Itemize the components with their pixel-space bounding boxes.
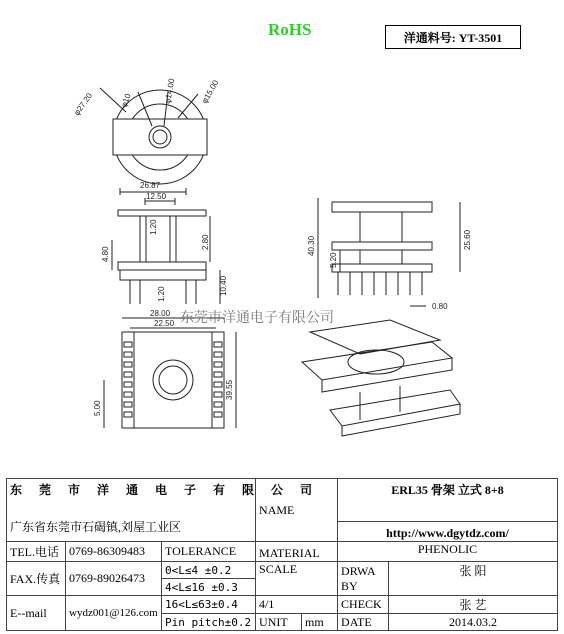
scale-value: 4/1: [256, 596, 338, 614]
bottom-view: [93, 309, 236, 428]
dim-h520: 5.20: [329, 252, 338, 268]
website-url: http://www.dgytdz.com/: [338, 522, 558, 542]
technical-drawing: [60, 70, 510, 445]
material-label: MATERIAL: [256, 542, 338, 562]
dim-h480: 4.80: [101, 246, 110, 262]
tolerance-label: TOLERANCE: [162, 542, 256, 562]
scale-label: SCALE: [256, 562, 338, 596]
part-number-box: 洋通料号: YT-3501: [385, 25, 521, 49]
checked-by: 张 艺: [389, 596, 558, 614]
fax-value: 0769-89026473: [66, 562, 162, 596]
dim-d27: φ27.20: [72, 91, 95, 118]
isometric-view: [302, 320, 460, 436]
dim-d15: φ15.00: [199, 78, 221, 105]
tolerance-2: 4<L≤16 ±0.3: [162, 579, 256, 596]
side-view: [307, 198, 472, 311]
dim-w2250: 22.50: [154, 319, 175, 328]
top-view: [72, 77, 220, 184]
date-value: 2014.03.2: [389, 614, 558, 631]
email-label: E--mail: [7, 596, 66, 631]
dim-h120b: 1.20: [157, 286, 166, 302]
title-block: [6, 478, 558, 631]
dim-p080: 0.80: [432, 302, 448, 311]
product-name: ERL35 骨架 立式 8+8: [338, 479, 558, 522]
email-value: wydz001@126.com: [66, 596, 162, 631]
drawn-by-label: DRWA BY: [338, 562, 389, 596]
check-label: CHECK: [338, 596, 389, 614]
dim-w2800: 28.00: [150, 309, 171, 318]
dim-h120: 1.20: [149, 219, 158, 235]
dim-h280: 2.80: [201, 234, 210, 250]
unit-label: UNIT: [256, 614, 302, 631]
unit-value: mm: [302, 614, 338, 631]
date-label: DATE: [338, 614, 389, 631]
tolerance-3: 16<L≤63±0.4: [162, 596, 256, 614]
tel-value: 0769-86309483: [66, 542, 162, 562]
tel-label: TEL.电话: [7, 542, 66, 562]
dim-h500: 5.00: [93, 400, 102, 416]
watermark: 东莞市洋通电子有限公司: [180, 309, 334, 325]
dim-w2687: 26.87: [140, 181, 161, 190]
dim-h1040: 10.40: [219, 275, 228, 296]
material-value: PHENOLIC: [338, 542, 558, 562]
rohs-label: RoHS: [268, 20, 312, 39]
dim-d10: φ10: [119, 92, 133, 109]
tolerance-4: Pin pitch±0.2: [162, 614, 256, 631]
drawn-by: 张 阳: [389, 562, 558, 596]
fax-label: FAX.传真: [7, 562, 66, 596]
dim-h2560: 25.60: [463, 229, 472, 250]
dim-h4030: 40.30: [307, 235, 316, 256]
tolerance-1: 0<L≤4 ±0.2: [162, 562, 256, 579]
front-view: [101, 181, 228, 304]
dim-w1250: 12.50: [146, 192, 167, 201]
dim-d14: φ14.00: [163, 77, 177, 105]
dim-h3955: 39.55: [225, 379, 234, 400]
name-label: NAME: [256, 479, 338, 542]
company-address: 广东省东莞市石碣镇,刘屋工业区: [10, 520, 182, 534]
company-name: 东 莞 市 洋 通 电 子 有 限 公 司: [10, 483, 320, 497]
